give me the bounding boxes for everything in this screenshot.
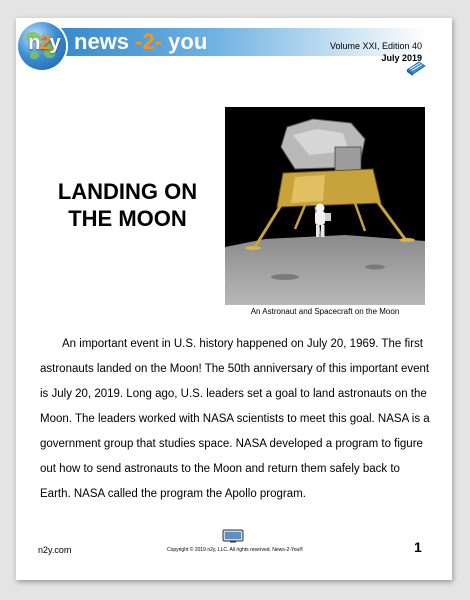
article-title: LANDING ON THE MOON <box>57 179 198 231</box>
book-icon <box>405 58 427 76</box>
lunar-module-photo <box>225 107 425 305</box>
computer-icon <box>222 529 244 543</box>
volume-edition: Volume XXI, Edition 40 <box>329 41 422 51</box>
copyright-notice: Copyright © 2019 n2y, LLC. All rights reserved. News-2-You® <box>166 547 304 553</box>
n2y-logo: n2y <box>28 32 60 54</box>
news-2-you-logo: news -2- you <box>74 29 208 54</box>
photo-caption: An Astronaut and Spacecraft on the Moon <box>250 307 400 316</box>
article-body <box>40 332 430 507</box>
page-number: 1 <box>414 539 422 555</box>
issue-date: July 2019 <box>381 53 422 63</box>
article-paragraph: An important event in U.S. history happened on July 20, 1969. The first astronauts landed on the Moon! The 50th anniversary of this important event is July 20, 2019. Long ago, U.S. leaders set a goal to land astronauts on the Moon. The leaders worked with NASA scientists to meet this goal. NASA is a government group that studies space. NASA developed a program to figure out how to send astronauts to the Moon and return them safely back to Earth. NASA called the program the Apollo program. <box>40 338 430 500</box>
footer-site: n2y.com <box>38 545 72 555</box>
